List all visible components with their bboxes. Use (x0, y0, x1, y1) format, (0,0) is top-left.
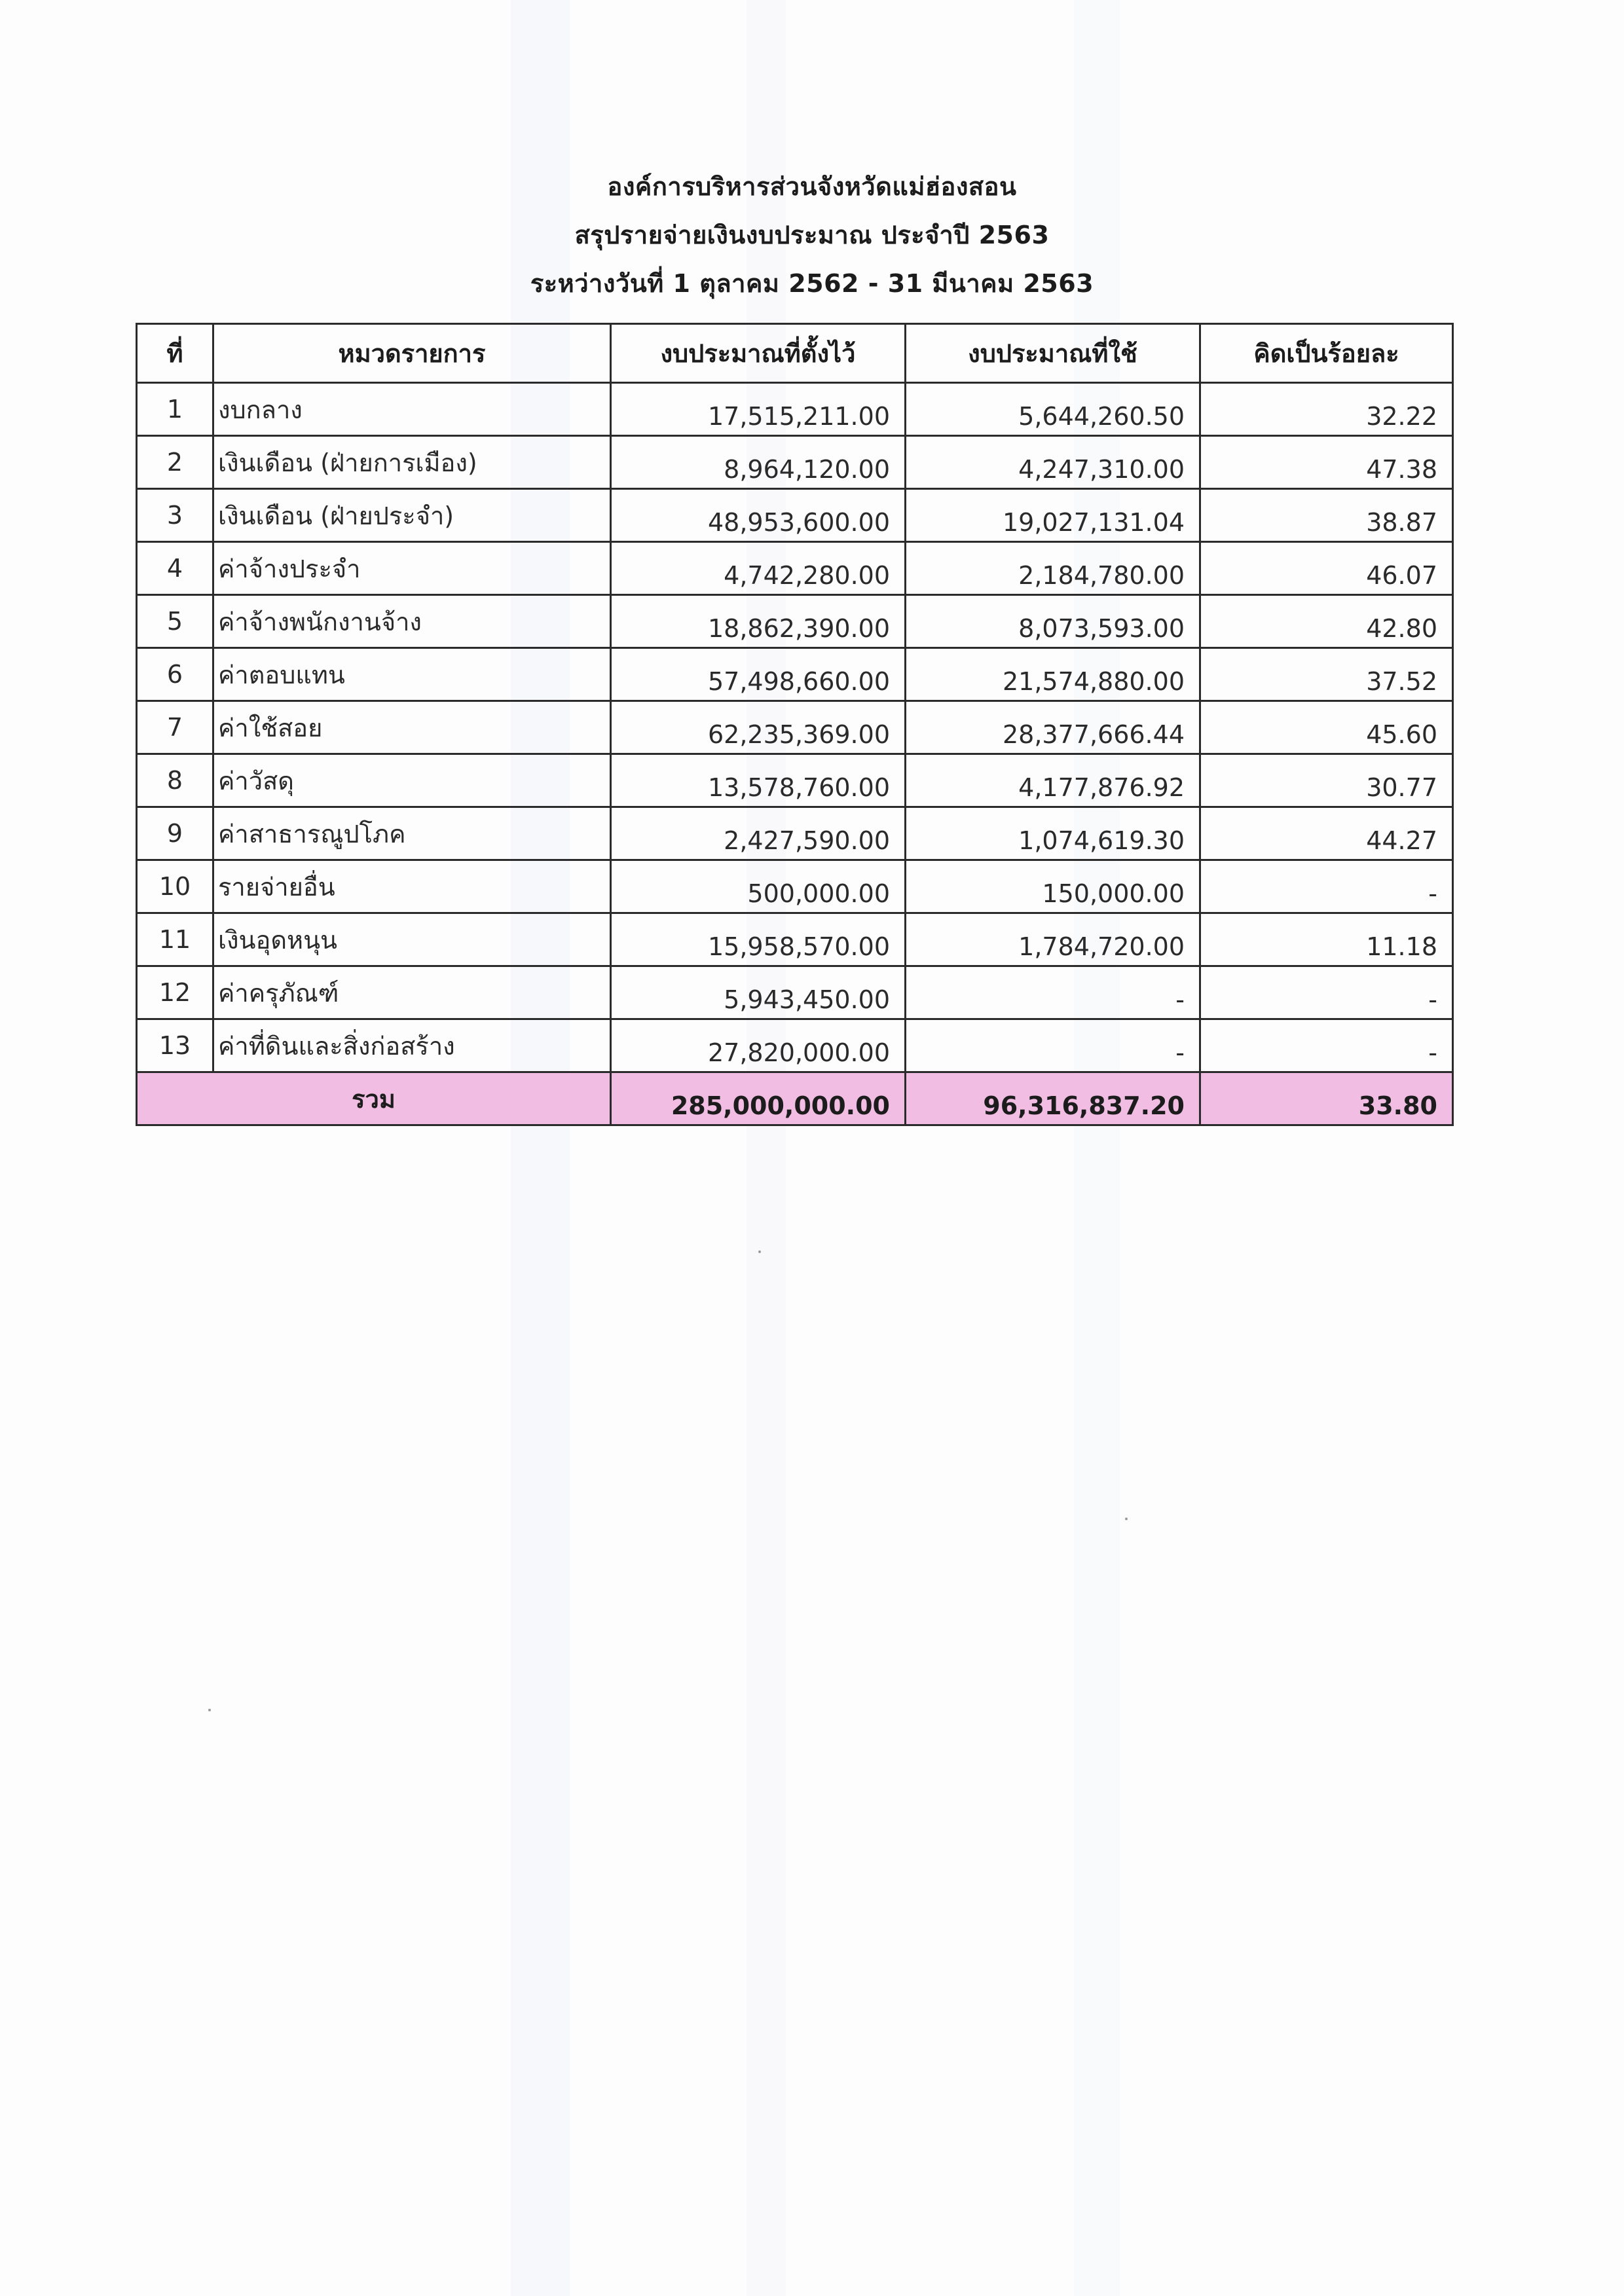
row-budget-set: 17,515,211.00 (611, 383, 906, 436)
table-row (137, 595, 1453, 648)
row-category: เงินอุดหนุน (213, 913, 611, 966)
row-number: 7 (137, 701, 213, 754)
row-percent: - (1200, 1019, 1453, 1072)
row-category: รายจ่ายอื่น (213, 860, 611, 913)
row-percent: 37.52 (1200, 648, 1453, 701)
table-row (137, 383, 1453, 436)
row-number: 8 (137, 754, 213, 807)
scan-speck (208, 1709, 211, 1711)
row-budget-used: - (906, 1019, 1200, 1072)
row-budget-used: 4,177,876.92 (906, 754, 1200, 807)
table-row (137, 754, 1453, 807)
row-budget-used: 1,784,720.00 (906, 913, 1200, 966)
row-percent: 38.87 (1200, 489, 1453, 542)
row-number: 6 (137, 648, 213, 701)
row-category: เงินเดือน (ฝ่ายประจำ) (213, 489, 611, 542)
row-budget-set: 27,820,000.00 (611, 1019, 906, 1072)
row-number: 2 (137, 436, 213, 489)
row-number: 13 (137, 1019, 213, 1072)
row-category: เงินเดือน (ฝ่ายการเมือง) (213, 436, 611, 489)
table-row (137, 807, 1453, 860)
row-budget-used: 1,074,619.30 (906, 807, 1200, 860)
table-row (137, 542, 1453, 595)
table-row (137, 966, 1453, 1019)
table-header-row (137, 324, 1453, 383)
organization-title: องค์การบริหารส่วนจังหวัดแม่ฮ่องสอน (607, 172, 1017, 201)
row-percent: - (1200, 966, 1453, 1019)
row-number: 11 (137, 913, 213, 966)
row-budget-set: 13,578,760.00 (611, 754, 906, 807)
table-row (137, 648, 1453, 701)
row-number: 9 (137, 807, 213, 860)
row-category: ค่าตอบแทน (213, 648, 611, 701)
row-budget-used: 4,247,310.00 (906, 436, 1200, 489)
row-number: 1 (137, 383, 213, 436)
row-budget-set: 18,862,390.00 (611, 595, 906, 648)
table-row (137, 860, 1453, 913)
column-header-no: ที่ (137, 324, 213, 383)
total-budget-set: 285,000,000.00 (611, 1072, 906, 1125)
row-budget-set: 57,498,660.00 (611, 648, 906, 701)
row-budget-used: - (906, 966, 1200, 1019)
row-budget-set: 2,427,590.00 (611, 807, 906, 860)
row-budget-set: 48,953,600.00 (611, 489, 906, 542)
row-budget-used: 19,027,131.04 (906, 489, 1200, 542)
column-header-category: หมวดรายการ (213, 324, 611, 383)
budget-summary-table (136, 323, 1454, 1126)
table-row (137, 701, 1453, 754)
row-number: 5 (137, 595, 213, 648)
row-budget-used: 8,073,593.00 (906, 595, 1200, 648)
row-category: งบกลาง (213, 383, 611, 436)
column-header-budget-set: งบประมาณที่ตั้งไว้ (611, 324, 906, 383)
table-row (137, 489, 1453, 542)
scan-speck (1125, 1518, 1128, 1520)
row-budget-set: 62,235,369.00 (611, 701, 906, 754)
row-budget-used: 28,377,666.44 (906, 701, 1200, 754)
row-category: ค่าใช้สอย (213, 701, 611, 754)
row-percent: 46.07 (1200, 542, 1453, 595)
row-budget-set: 15,958,570.00 (611, 913, 906, 966)
report-title: สรุปรายจ่ายเงินงบประมาณ ประจำปี 2563 (574, 221, 1050, 249)
row-percent: 44.27 (1200, 807, 1453, 860)
total-percent: 33.80 (1200, 1072, 1453, 1125)
row-category: ค่าสาธารณูปโภค (213, 807, 611, 860)
row-percent: 30.77 (1200, 754, 1453, 807)
row-number: 12 (137, 966, 213, 1019)
row-category: ค่าครุภัณฑ์ (213, 966, 611, 1019)
row-budget-set: 500,000.00 (611, 860, 906, 913)
total-budget-used: 96,316,837.20 (906, 1072, 1200, 1125)
total-label: รวม (137, 1072, 611, 1125)
table-row (137, 436, 1453, 489)
row-category: ค่าที่ดินและสิ่งก่อสร้าง (213, 1019, 611, 1072)
scan-speck (758, 1250, 761, 1253)
document-header (0, 162, 1624, 308)
row-budget-used: 150,000.00 (906, 860, 1200, 913)
table-row (137, 913, 1453, 966)
row-budget-used: 21,574,880.00 (906, 648, 1200, 701)
row-budget-set: 5,943,450.00 (611, 966, 906, 1019)
row-budget-used: 5,644,260.50 (906, 383, 1200, 436)
row-category: ค่าวัสดุ (213, 754, 611, 807)
column-header-percent: คิดเป็นร้อยละ (1200, 324, 1453, 383)
row-category: ค่าจ้างพนักงานจ้าง (213, 595, 611, 648)
table-row (137, 1019, 1453, 1072)
row-number: 3 (137, 489, 213, 542)
row-number: 4 (137, 542, 213, 595)
row-percent: 45.60 (1200, 701, 1453, 754)
column-header-budget-used: งบประมาณที่ใช้ (906, 324, 1200, 383)
row-budget-set: 4,742,280.00 (611, 542, 906, 595)
row-number: 10 (137, 860, 213, 913)
report-period: ระหว่างวันที่ 1 ตุลาคม 2562 - 31 มีนาคม 2563 (530, 269, 1094, 298)
row-budget-used: 2,184,780.00 (906, 542, 1200, 595)
total-row (137, 1072, 1453, 1125)
row-percent: 11.18 (1200, 913, 1453, 966)
row-budget-set: 8,964,120.00 (611, 436, 906, 489)
row-percent: 47.38 (1200, 436, 1453, 489)
row-percent: 32.22 (1200, 383, 1453, 436)
row-percent: 42.80 (1200, 595, 1453, 648)
row-category: ค่าจ้างประจำ (213, 542, 611, 595)
row-percent: - (1200, 860, 1453, 913)
